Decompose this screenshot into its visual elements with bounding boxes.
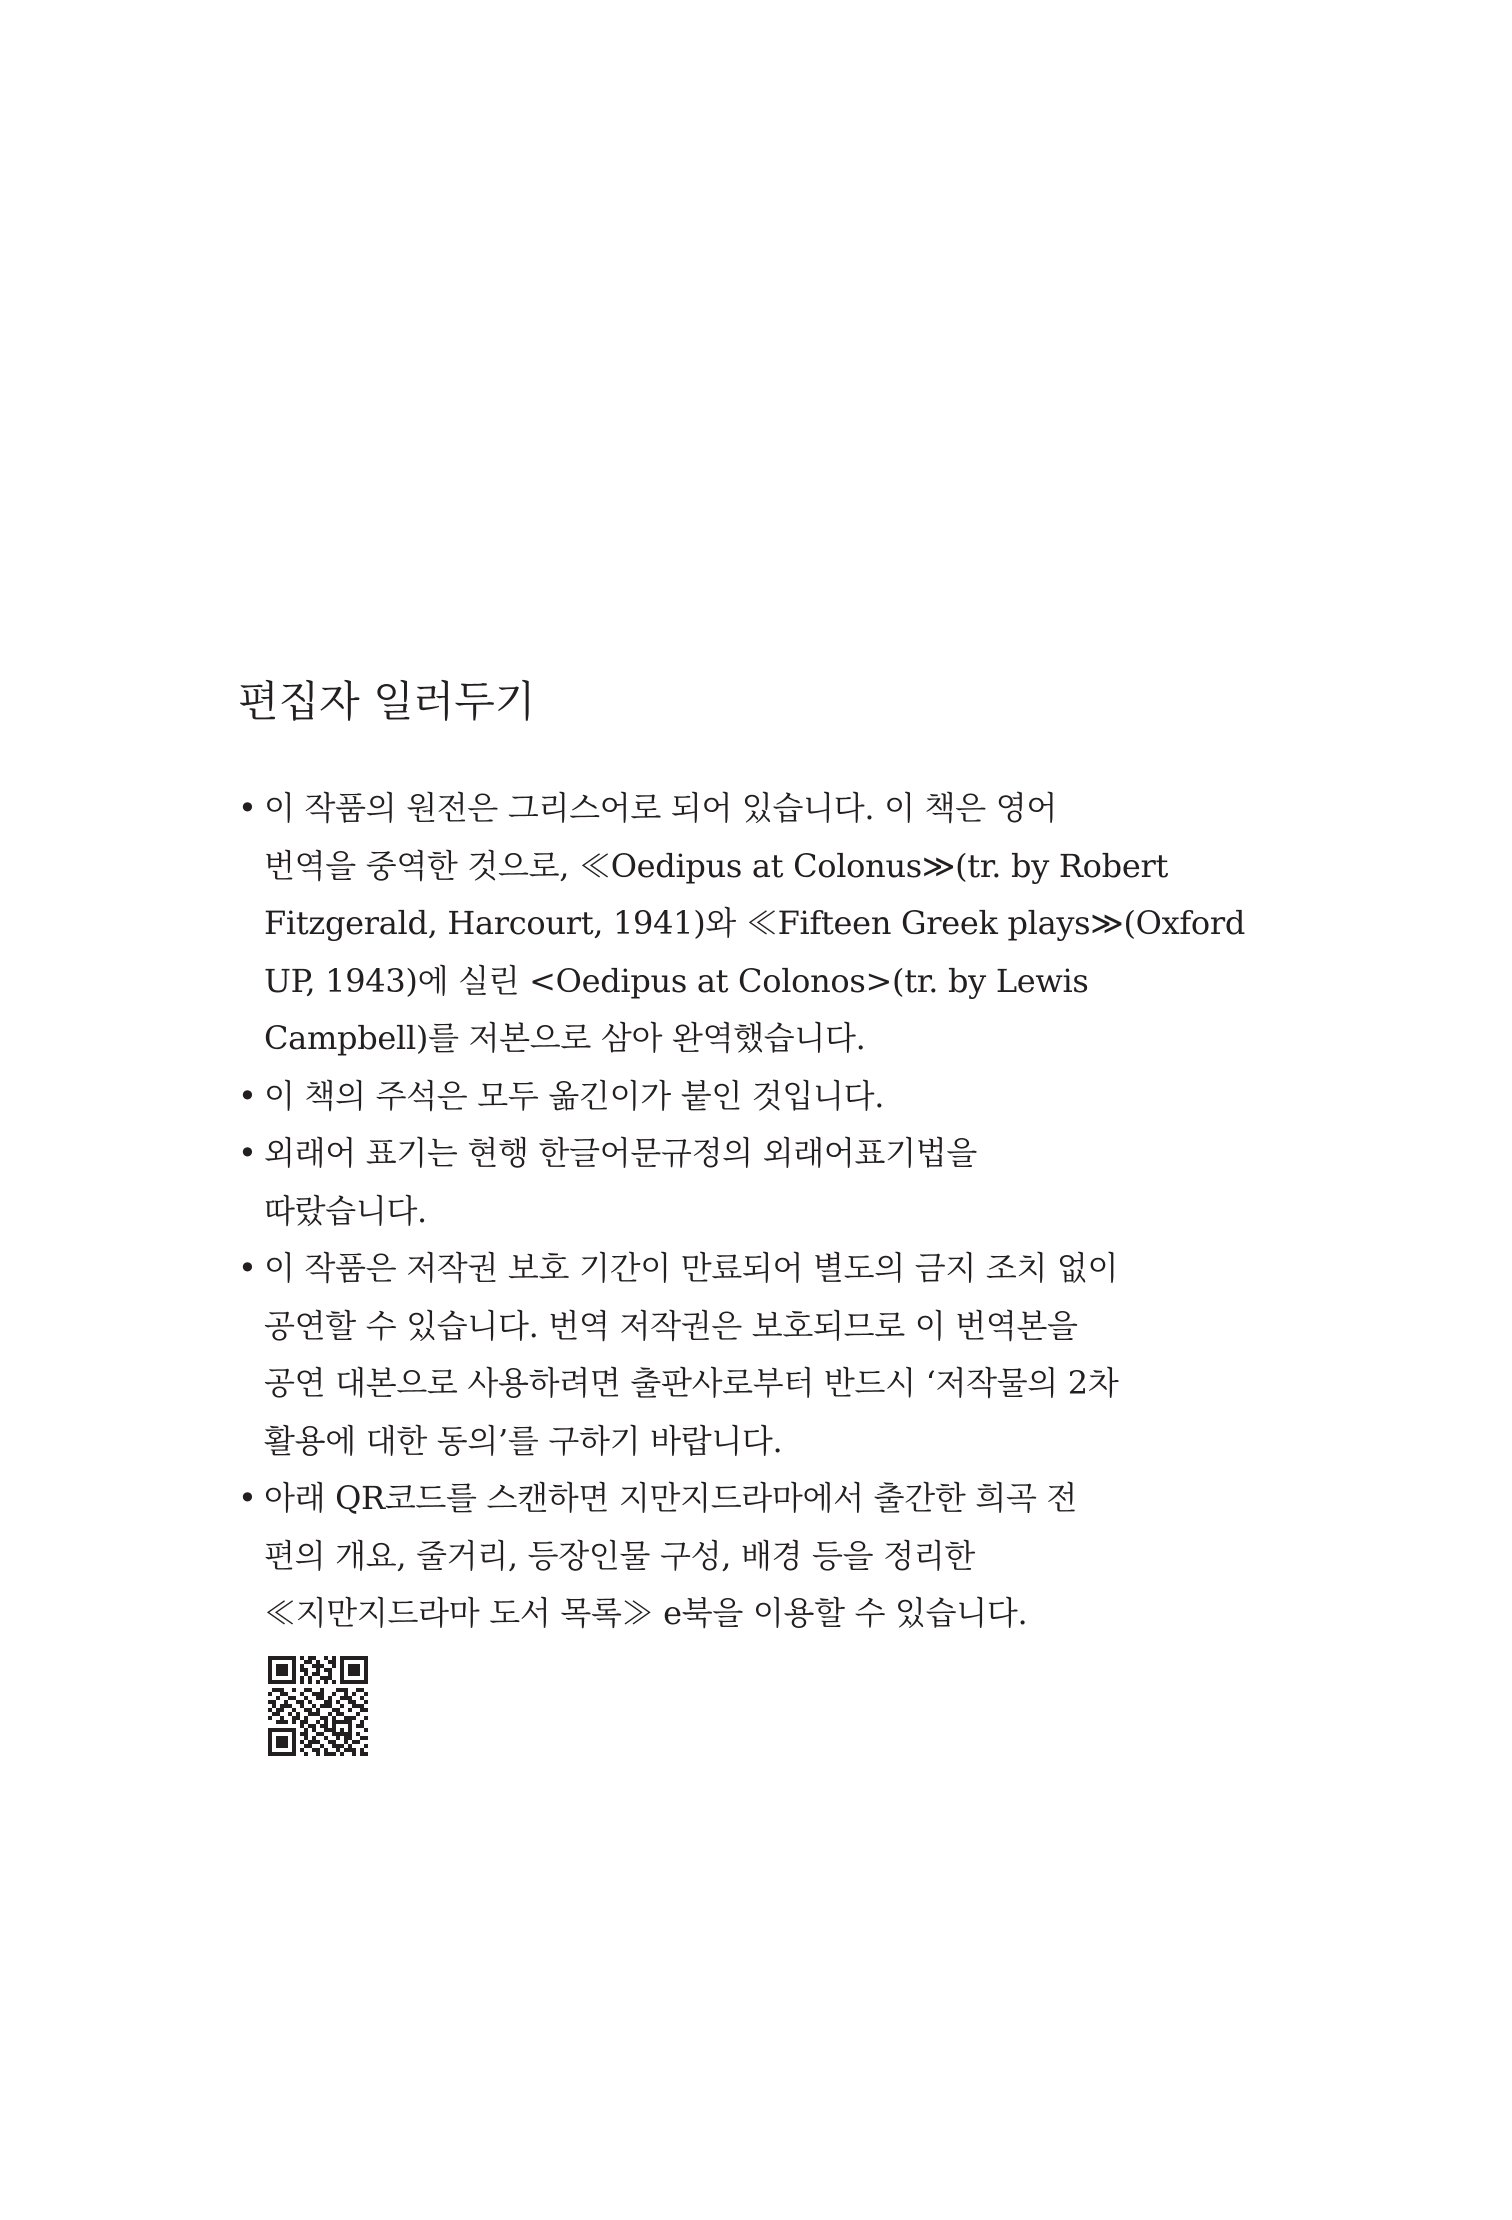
qr-code-icon[interactable]	[268, 1656, 368, 1756]
note-line: 따랐습니다.	[264, 1191, 427, 1230]
note-line: 아래 QR코드를 스캔하면 지만지드라마에서 출간한 희곡 전	[264, 1479, 1078, 1517]
note-line: 번역을 중역한 것으로, ≪Oedipus at Colonus≫(tr. by Robert	[264, 846, 1169, 885]
bullet-icon: •	[238, 789, 257, 827]
note-line: ≪지만지드라마 도서 목록≫ e북을 이용할 수 있습니다.	[264, 1594, 1028, 1632]
qr-code-graphic	[268, 1656, 368, 1756]
note-line: UP, 1943)에 실린 <Oedipus at Colonos>(tr. by Lewis	[264, 961, 1089, 1000]
notes-list	[238, 780, 1278, 1643]
bullet-icon: •	[238, 1249, 257, 1287]
note-line: Campbell)를 저본으로 삼아 완역했습니다.	[264, 1019, 866, 1057]
note-line: 이 작품의 원전은 그리스어로 되어 있습니다. 이 책은 영어	[264, 789, 1057, 827]
bullet-icon: •	[238, 1479, 257, 1517]
bullet-icon: •	[238, 1134, 257, 1172]
note-line: 활용에 대한 동의’를 구하기 바랍니다.	[264, 1421, 783, 1460]
note-item	[238, 780, 1278, 1068]
note-line: Fitzgerald, Harcourt, 1941)와 ≪Fifteen Greek plays≫(Oxford	[264, 904, 1246, 942]
note-line: 이 작품은 저작권 보호 기간이 만료되어 별도의 금지 조치 없이	[264, 1249, 1119, 1287]
bullet-icon: •	[238, 1076, 257, 1115]
note-line: 공연할 수 있습니다. 번역 저작권은 보호되므로 이 번역본을	[264, 1306, 1078, 1345]
page-title: 편집자 일러두기	[238, 677, 536, 726]
note-item	[238, 1125, 1278, 1240]
note-line: 이 책의 주석은 모두 옮긴이가 붙인 것입니다.	[264, 1076, 885, 1115]
note-item	[238, 1068, 1278, 1126]
note-item	[238, 1240, 1278, 1470]
page-content	[238, 672, 1278, 1643]
note-item	[238, 1470, 1278, 1643]
note-line: 편의 개요, 줄거리, 등장인물 구성, 배경 등을 정리한	[264, 1536, 975, 1575]
note-line: 공연 대본으로 사용하려면 출판사로부터 반드시 ‘저작물의 2차	[264, 1364, 1119, 1402]
note-line: 외래어 표기는 현행 한글어문규정의 외래어표기법을	[264, 1134, 977, 1172]
